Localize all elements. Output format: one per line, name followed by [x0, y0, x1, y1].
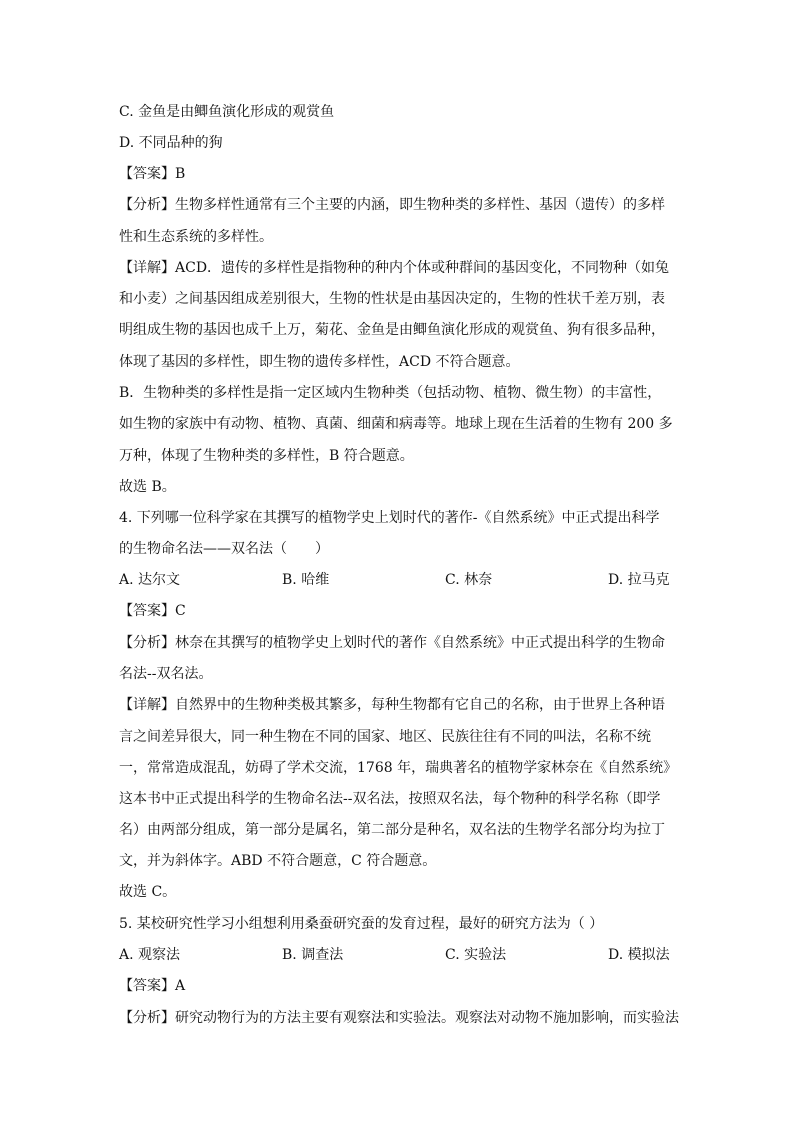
q4-option-c: C. 林奈 — [445, 572, 493, 588]
analysis-text: 研究动物行为的方法主要有观察法和实验法。观察法对动物不施加影响，而实验法 — [175, 1010, 679, 1026]
q3-option-d: D. 不同品种的狗 — [119, 135, 223, 151]
analysis-tag: 【分析】 — [119, 1010, 175, 1026]
q4-conclusion: 故选 C。 — [119, 884, 177, 900]
q5-answer — [119, 976, 185, 996]
analysis-text: 林奈在其撰写的植物学史上划时代的著作《自然系统》中正式提出科学的生物命 — [175, 635, 665, 651]
analysis-tag: 【分析】 — [119, 197, 175, 213]
q4-detail — [119, 695, 665, 715]
q3-detail-line: 体现了基因的多样性，即生物的遗传多样性，ACD 不符合题意。 — [119, 354, 520, 370]
q3-option-c: C. 金鱼是由鲫鱼演化形成的观赏鱼 — [119, 104, 335, 120]
q3-detail-line: 万种，体现了生物种类的多样性，B 符合题意。 — [119, 448, 414, 464]
q3-detail-line: B．生物种类的多样性是指一定区域内生物种类（包括动物、植物、微生物）的丰富性， — [119, 385, 662, 401]
q4-option-a: A. 达尔文 — [119, 572, 181, 588]
q3-conclusion: 故选 B。 — [119, 479, 176, 495]
q5-analysis — [119, 1008, 679, 1028]
q3-analysis-line: 性和生态系统的多样性。 — [119, 229, 273, 245]
detail-tag: 【详解】 — [119, 260, 175, 276]
q4-detail-line: 文，并为斜体字。ABD 不符合题意，C 符合题意。 — [119, 853, 437, 869]
q4-option-b: B. 哈维 — [282, 572, 330, 588]
detail-tag: 【详解】 — [119, 697, 175, 713]
answer-tag: 【答案】 — [119, 166, 175, 182]
analysis-text: 生物多样性通常有三个主要的内涵，即生物种类的多样性、基因（遗传）的多样 — [175, 197, 665, 213]
q4-options — [119, 570, 679, 590]
q4-option-d: D. 拉马克 — [608, 572, 670, 588]
q5-option-b: B. 调查法 — [282, 947, 344, 963]
answer-tag: 【答案】 — [119, 978, 175, 994]
q4-detail-line: 一，常常造成混乱，妨碍了学术交流，1768 年，瑞典著名的植物学家林奈在《自然系统》 — [119, 760, 678, 776]
answer-value: B — [175, 166, 186, 182]
q5-option-d: D. 模拟法 — [608, 947, 670, 963]
q3-detail-line: 和小麦）之间基因组成差别很大，生物的性状是由基因决定的，生物的性状千差万别，表 — [119, 291, 665, 307]
q3-detail-line: 如生物的家族中有动物、植物、真菌、细菌和病毒等。地球上现在生活着的生物有 200 多 — [119, 416, 673, 432]
q4-stem: 4. 下列哪一位科学家在其撰写的植物学史上划时代的著作-《自然系统》中正式提出科学 — [119, 510, 660, 526]
detail-text: ACD．遗传的多样性是指物种的种内个体或种群间的基因变化，不同物种（如兔 — [175, 260, 670, 276]
q3-answer — [119, 164, 185, 184]
answer-tag: 【答案】 — [119, 603, 175, 619]
q4-stem-line: 的生物命名法——双名法（ ） — [119, 541, 329, 557]
q3-analysis — [119, 195, 665, 215]
detail-text: 自然界中的生物种类极其繁多，每种生物都有它自己的名称，由于世界上各种语 — [175, 697, 665, 713]
answer-value: A — [175, 978, 186, 994]
q5-option-a: A. 观察法 — [119, 947, 181, 963]
q4-detail-line: 这本书中正式提出科学的生物命名法--双名法，按照双名法，每个物种的科学名称（即学 — [119, 791, 661, 807]
q5-option-c: C. 实验法 — [445, 947, 507, 963]
q4-detail-line: 言之间差异很大，同一种生物在不同的国家、地区、民族往往有不同的叫法，名称不统 — [119, 729, 651, 745]
q5-options — [119, 945, 679, 965]
q4-detail-line: 名）由两部分组成，第一部分是属名，第二部分是种名，双名法的生物学名部分均为拉丁 — [119, 822, 665, 838]
q3-detail-line: 明组成生物的基因也成千上万，菊花、金鱼是由鲫鱼演化形成的观赏鱼、狗有很多品种， — [119, 322, 665, 338]
analysis-tag: 【分析】 — [119, 635, 175, 651]
q5-stem: 5. 某校研究性学习小组想利用桑蚕研究蚕的发育过程，最好的研究方法为（ ） — [119, 916, 604, 932]
q4-answer — [119, 601, 186, 621]
answer-value: C — [175, 603, 186, 619]
q4-analysis-line: 名法--双名法。 — [119, 666, 213, 682]
q3-detail — [119, 258, 669, 278]
q4-analysis — [119, 633, 665, 653]
